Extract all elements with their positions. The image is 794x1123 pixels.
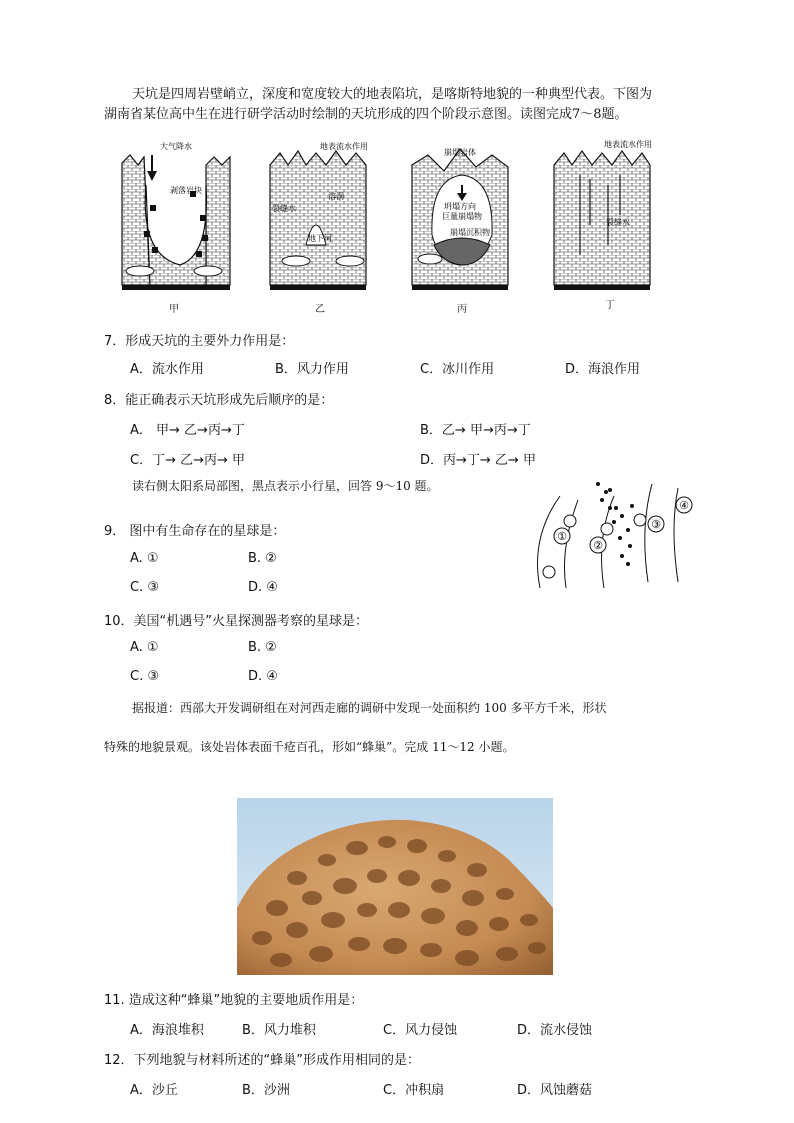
q12-option-d[interactable]: D．风蚀蘑菇 — [517, 1083, 593, 1098]
q10-stem: 10．美国“机遇号”火星探测器考察的星球是： — [104, 614, 369, 629]
label-precip: 大气降水 — [160, 142, 192, 151]
q12-option-c[interactable]: C．冲积扇 — [383, 1083, 445, 1098]
q8-option-d[interactable]: D．丙→丁→ 乙→ 甲 — [420, 453, 536, 468]
q7-option-a[interactable]: A．流水作用 — [130, 362, 204, 377]
q8-option-c[interactable]: C．丁→ 乙→丙→ 甲 — [130, 453, 246, 468]
panel-yi — [270, 141, 368, 290]
label-4: ④ — [679, 499, 689, 512]
report-line-1: 据报道：西部大开发调研组在对河西走廊的调研中发现一处面积约 100 多平方千米，形状 — [132, 701, 607, 715]
label-surface-runoff-2: 地表流水作用 — [604, 140, 652, 149]
label-1: ① — [557, 530, 567, 543]
q7-stem: 7．形成天坑的主要外力作用是： — [104, 334, 295, 349]
q10-option-c[interactable]: C. ③ — [130, 669, 159, 684]
q11-option-a[interactable]: A．海浪堆积 — [130, 1023, 204, 1038]
q8-option-b[interactable]: B．乙→ 甲→丙→丁 — [420, 423, 531, 438]
caption-jia: 甲 — [169, 304, 179, 315]
label-collapsed-material: 巨量崩塌物 — [442, 212, 482, 221]
q9-option-c[interactable]: C. ③ — [130, 580, 159, 595]
planet-2 — [564, 515, 576, 527]
q11-option-d[interactable]: D．流水侵蚀 — [517, 1023, 593, 1038]
solar-system-diagram — [510, 478, 700, 588]
report-line-2: 特殊的地貌景观。该处岩体表面千疮百孔，形如“蜂巢”。完成 11～12 小题。 — [104, 740, 515, 754]
honeycomb-rock-photo — [237, 798, 553, 975]
label-3: ③ — [651, 518, 661, 531]
planet-1 — [543, 566, 555, 578]
label-underground-river: 地下河 — [308, 234, 332, 243]
panel-jia — [122, 141, 230, 290]
caption-ding: 丁 — [605, 300, 615, 311]
panel-ding — [554, 139, 652, 290]
q11-option-b[interactable]: B．风力堆积 — [242, 1023, 316, 1038]
q10-option-b[interactable]: B. ② — [248, 640, 277, 655]
q7-option-c[interactable]: C．冰川作用 — [420, 362, 495, 377]
q12-option-a[interactable]: A．沙丘 — [130, 1083, 178, 1098]
sinkhole-diagram — [110, 135, 700, 315]
q11-option-c[interactable]: C．风力侵蚀 — [383, 1023, 458, 1038]
q8-option-a[interactable]: A． 甲→ 乙→丙→丁 — [130, 423, 245, 438]
q9-option-a[interactable]: A. ① — [130, 551, 159, 566]
planet-4 — [634, 514, 646, 526]
label-cave: 溶洞 — [328, 192, 344, 201]
label-surface-runoff: 地表流水作用 — [320, 142, 368, 151]
q11-stem: 11. 造成这种“蜂巢”地貌的主要地质作用是： — [104, 993, 364, 1008]
intro-line-1: 天坑是四周岩壁峭立，深度和宽度较大的地表陷坑，是喀斯特地貌的一种典型代表。下图为 — [132, 87, 653, 102]
q10-option-a[interactable]: A. ① — [130, 640, 159, 655]
caption-yi: 乙 — [315, 304, 325, 315]
caption-bing: 丙 — [457, 304, 467, 315]
q8-stem: 8．能正确表示天坑形成先后顺序的是： — [104, 393, 334, 408]
label-fissure-water: 裂缝水 — [272, 204, 296, 213]
label-collapse-rock: 崩塌岩体 — [444, 148, 476, 157]
q12-option-b[interactable]: B．沙洲 — [242, 1083, 290, 1098]
q9-option-b[interactable]: B. ② — [248, 551, 277, 566]
q7-option-b[interactable]: B．风力作用 — [275, 362, 349, 377]
intro-line-2: 湖南省某位高中生在进行研学活动时绘制的天坑形成的四个阶段示意图。读图完成7～8题。 — [104, 107, 628, 122]
label-fissure-water-2: 裂缝水 — [606, 218, 630, 227]
q7-option-d[interactable]: D．海浪作用 — [565, 362, 641, 377]
label-2: ② — [593, 539, 603, 552]
label-fallen-rocks: 剥落岩块 — [170, 186, 202, 195]
solar-intro: 读右侧太阳系局部图，黑点表示小行星，回答 9～10 题。 — [132, 479, 439, 493]
q12-stem: 12．下列地貌与材料所述的“蜂巢”形成作用相同的是： — [104, 1053, 421, 1068]
panel-bing — [412, 147, 508, 290]
q9-option-d[interactable]: D. ④ — [248, 580, 278, 595]
label-collapse-direction: 坍塌方向 — [444, 202, 476, 211]
q10-option-d[interactable]: D. ④ — [248, 669, 278, 684]
planet-3 — [601, 523, 613, 535]
label-collapse-deposit: 崩塌沉积物 — [450, 228, 490, 237]
q9-stem: 9． 图中有生命存在的星球是： — [104, 524, 286, 539]
